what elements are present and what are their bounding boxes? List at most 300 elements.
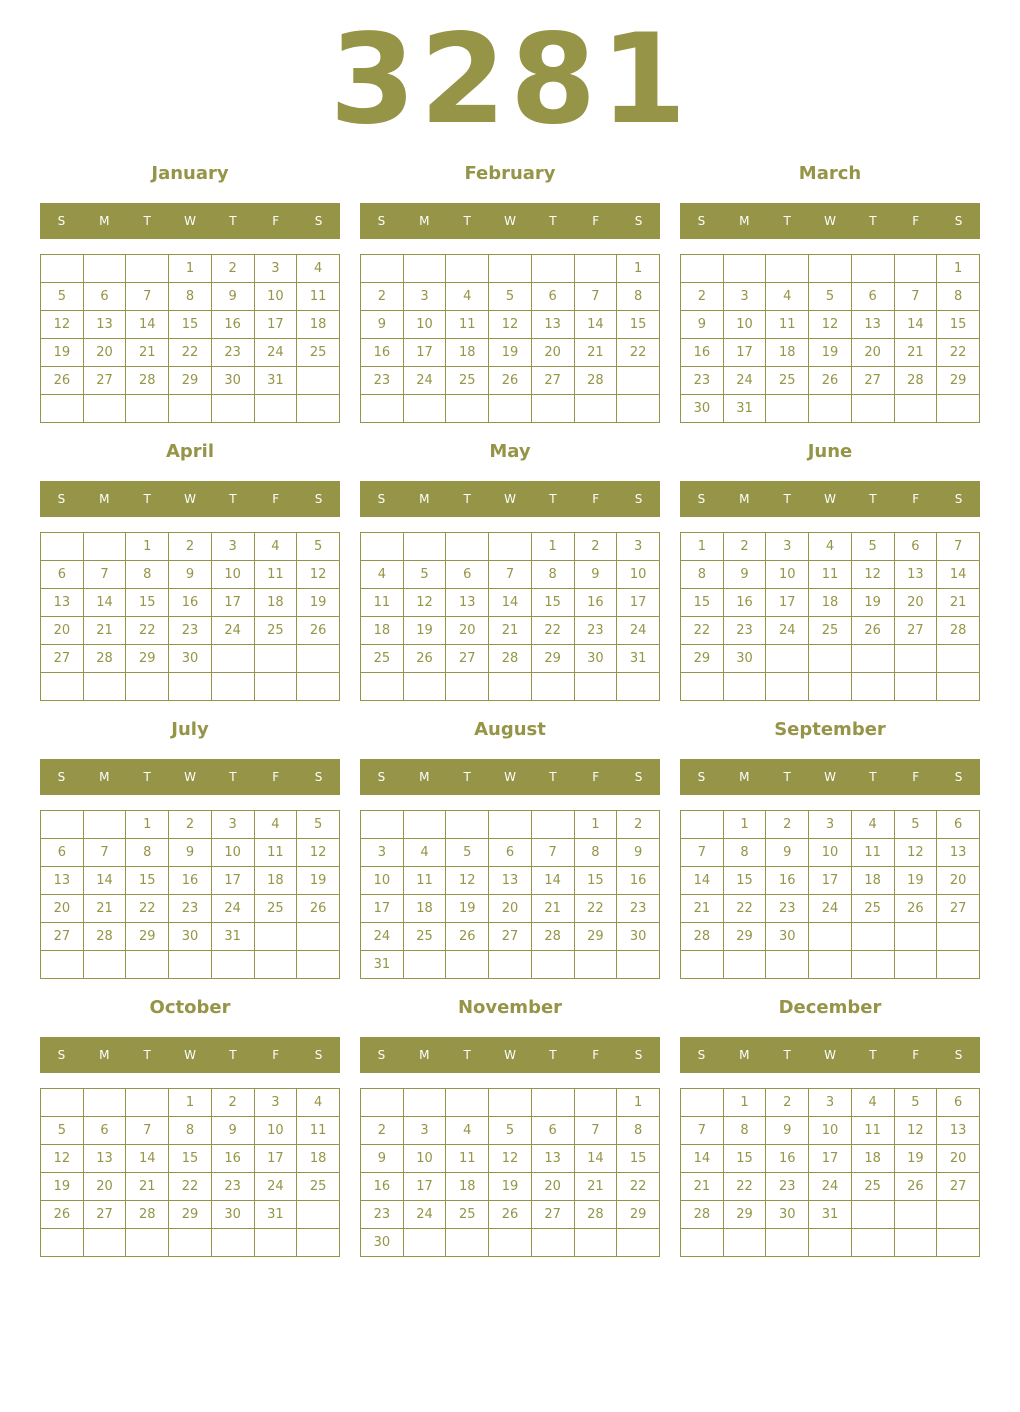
weekday-label: S <box>377 214 386 228</box>
day-cell <box>297 951 340 979</box>
week-row <box>681 255 980 283</box>
day-cell: 1 <box>617 1089 660 1117</box>
day-cell: 22 <box>126 617 169 645</box>
day-cell: 17 <box>403 1173 446 1201</box>
day-cell: 24 <box>361 923 404 951</box>
day-cell: 31 <box>361 951 404 979</box>
week-row <box>681 811 980 839</box>
weekday-label: S <box>697 1048 706 1062</box>
day-cell: 19 <box>297 589 340 617</box>
month-january <box>40 156 340 426</box>
day-cell <box>403 395 446 423</box>
day-cell: 23 <box>766 895 809 923</box>
week-row <box>361 895 660 923</box>
day-cell: 30 <box>361 1229 404 1257</box>
day-cell: 13 <box>41 589 84 617</box>
day-cell: 13 <box>937 1117 980 1145</box>
weekday-header-bar <box>40 203 340 239</box>
day-cell: 10 <box>361 867 404 895</box>
day-cell: 17 <box>254 311 297 339</box>
weekday-label: S <box>377 770 386 784</box>
day-cell <box>766 395 809 423</box>
day-cell: 12 <box>489 311 532 339</box>
day-cell <box>254 1229 297 1257</box>
day-cell <box>851 923 894 951</box>
day-cell <box>531 1089 574 1117</box>
weekday-label: T <box>463 1048 471 1062</box>
day-cell: 20 <box>489 895 532 923</box>
day-cell <box>766 645 809 673</box>
day-cell: 14 <box>937 561 980 589</box>
day-cell: 1 <box>723 811 766 839</box>
day-cell: 9 <box>169 561 212 589</box>
weekday-label: F <box>592 1048 600 1062</box>
day-cell <box>894 395 937 423</box>
month-title: May <box>489 441 531 462</box>
day-cell: 2 <box>766 1089 809 1117</box>
day-cell <box>531 673 574 701</box>
week-row <box>681 395 980 423</box>
day-cell: 31 <box>254 1201 297 1229</box>
day-cell <box>446 255 489 283</box>
week-row <box>681 895 980 923</box>
day-cell <box>851 395 894 423</box>
day-cell: 25 <box>361 645 404 673</box>
day-cell: 3 <box>211 811 254 839</box>
day-cell: 11 <box>446 1145 489 1173</box>
day-cell <box>531 811 574 839</box>
day-cell: 30 <box>766 1201 809 1229</box>
day-cell <box>41 1229 84 1257</box>
day-cell: 21 <box>126 339 169 367</box>
week-row <box>681 867 980 895</box>
day-cell <box>617 367 660 395</box>
day-cell <box>446 395 489 423</box>
day-cell: 28 <box>574 367 617 395</box>
day-cell <box>681 255 724 283</box>
day-cell <box>681 1089 724 1117</box>
day-cell: 22 <box>617 339 660 367</box>
day-cell <box>41 673 84 701</box>
week-row <box>361 367 660 395</box>
day-cell: 22 <box>723 1173 766 1201</box>
day-cell: 15 <box>681 589 724 617</box>
day-cell: 9 <box>723 561 766 589</box>
day-cell <box>681 1229 724 1257</box>
day-cell: 3 <box>403 283 446 311</box>
day-cell: 8 <box>574 839 617 867</box>
week-row <box>361 311 660 339</box>
day-cell: 15 <box>617 1145 660 1173</box>
day-grid <box>40 254 340 423</box>
day-cell: 23 <box>211 1173 254 1201</box>
day-cell <box>297 367 340 395</box>
day-cell: 2 <box>574 533 617 561</box>
day-cell: 16 <box>169 589 212 617</box>
day-cell <box>531 951 574 979</box>
weekday-label: T <box>229 770 237 784</box>
weekday-label: S <box>697 214 706 228</box>
day-cell <box>723 255 766 283</box>
day-grid <box>680 810 980 979</box>
day-cell: 26 <box>41 367 84 395</box>
day-cell: 16 <box>766 867 809 895</box>
day-cell <box>211 395 254 423</box>
week-row <box>361 533 660 561</box>
day-cell: 2 <box>361 1117 404 1145</box>
day-cell <box>403 1229 446 1257</box>
day-cell: 20 <box>894 589 937 617</box>
day-cell: 1 <box>723 1089 766 1117</box>
day-cell: 18 <box>403 895 446 923</box>
day-cell: 24 <box>617 617 660 645</box>
day-cell: 14 <box>894 311 937 339</box>
day-cell: 9 <box>169 839 212 867</box>
day-grid <box>360 532 660 701</box>
weekday-label: T <box>869 492 877 506</box>
day-cell: 29 <box>531 645 574 673</box>
weekday-label: W <box>504 770 516 784</box>
day-cell <box>126 1229 169 1257</box>
weekday-label: S <box>314 492 323 506</box>
day-cell: 28 <box>681 1201 724 1229</box>
month-title: June <box>807 441 853 462</box>
week-row <box>361 255 660 283</box>
day-cell <box>403 533 446 561</box>
day-cell: 20 <box>83 339 126 367</box>
day-cell <box>574 1089 617 1117</box>
day-cell: 2 <box>681 283 724 311</box>
day-cell: 5 <box>894 811 937 839</box>
month-march <box>680 156 980 426</box>
weekday-label: W <box>824 214 836 228</box>
day-cell: 17 <box>403 339 446 367</box>
weekday-header-bar <box>680 759 980 795</box>
day-cell: 4 <box>851 1089 894 1117</box>
weekday-label: F <box>912 214 920 228</box>
day-cell: 5 <box>446 839 489 867</box>
day-cell: 29 <box>169 367 212 395</box>
day-cell <box>574 395 617 423</box>
weekday-header-bar <box>360 481 660 517</box>
day-cell: 3 <box>617 533 660 561</box>
day-cell <box>403 811 446 839</box>
day-cell: 4 <box>851 811 894 839</box>
day-cell: 4 <box>446 283 489 311</box>
day-cell: 25 <box>446 367 489 395</box>
day-cell: 4 <box>297 1089 340 1117</box>
day-cell: 16 <box>617 867 660 895</box>
weekday-label: T <box>463 770 471 784</box>
day-cell: 29 <box>723 1201 766 1229</box>
day-cell: 18 <box>446 339 489 367</box>
day-cell: 19 <box>809 339 852 367</box>
day-cell: 16 <box>211 1145 254 1173</box>
day-cell: 8 <box>169 1117 212 1145</box>
day-cell: 28 <box>83 923 126 951</box>
weekday-label: F <box>272 1048 280 1062</box>
day-cell <box>489 533 532 561</box>
day-cell: 10 <box>766 561 809 589</box>
day-cell: 5 <box>489 283 532 311</box>
weekday-label: W <box>824 1048 836 1062</box>
day-cell <box>297 1229 340 1257</box>
day-cell <box>723 1229 766 1257</box>
day-cell <box>617 673 660 701</box>
week-row <box>41 589 340 617</box>
day-cell: 28 <box>894 367 937 395</box>
day-cell <box>254 645 297 673</box>
day-cell <box>254 923 297 951</box>
week-row <box>41 923 340 951</box>
day-cell <box>574 255 617 283</box>
day-cell: 26 <box>894 1173 937 1201</box>
day-cell: 23 <box>169 617 212 645</box>
weekday-header-bar <box>360 759 660 795</box>
weekday-label: S <box>634 1048 643 1062</box>
weekday-label: S <box>377 1048 386 1062</box>
day-cell: 8 <box>126 839 169 867</box>
day-cell: 4 <box>297 255 340 283</box>
day-cell: 11 <box>403 867 446 895</box>
day-cell: 17 <box>617 589 660 617</box>
day-cell <box>83 1229 126 1257</box>
day-cell <box>489 811 532 839</box>
week-row <box>681 923 980 951</box>
day-cell: 17 <box>211 589 254 617</box>
day-cell <box>531 395 574 423</box>
weekday-label: F <box>272 214 280 228</box>
weekday-label: S <box>634 492 643 506</box>
day-cell: 19 <box>894 1145 937 1173</box>
day-cell: 1 <box>169 255 212 283</box>
day-cell: 10 <box>211 561 254 589</box>
day-cell: 7 <box>681 1117 724 1145</box>
day-cell: 27 <box>937 895 980 923</box>
day-cell: 27 <box>531 1201 574 1229</box>
weekday-label: S <box>314 1048 323 1062</box>
day-cell: 3 <box>766 533 809 561</box>
day-cell <box>297 395 340 423</box>
weekday-label: T <box>229 1048 237 1062</box>
day-cell <box>41 811 84 839</box>
day-cell <box>809 673 852 701</box>
day-cell: 14 <box>681 867 724 895</box>
day-cell <box>297 1201 340 1229</box>
weekday-header-bar <box>360 1037 660 1073</box>
day-cell: 22 <box>681 617 724 645</box>
weekday-label: W <box>824 492 836 506</box>
day-cell: 19 <box>41 339 84 367</box>
week-row <box>361 923 660 951</box>
day-cell: 10 <box>403 311 446 339</box>
week-row <box>361 1117 660 1145</box>
day-cell <box>126 673 169 701</box>
day-cell: 13 <box>851 311 894 339</box>
weekday-label: S <box>57 1048 66 1062</box>
day-cell: 27 <box>894 617 937 645</box>
day-cell <box>169 951 212 979</box>
day-cell: 2 <box>169 811 212 839</box>
day-grid <box>680 532 980 701</box>
day-cell: 2 <box>361 283 404 311</box>
day-cell: 9 <box>766 839 809 867</box>
day-cell <box>766 951 809 979</box>
day-cell: 12 <box>446 867 489 895</box>
day-cell: 26 <box>297 617 340 645</box>
day-cell: 16 <box>766 1145 809 1173</box>
day-cell <box>894 255 937 283</box>
day-cell: 5 <box>489 1117 532 1145</box>
day-cell <box>126 395 169 423</box>
week-row <box>41 1117 340 1145</box>
day-cell: 26 <box>894 895 937 923</box>
day-grid <box>680 254 980 423</box>
day-cell: 21 <box>937 589 980 617</box>
weekday-label: S <box>57 214 66 228</box>
weekday-label: T <box>549 492 557 506</box>
day-cell: 17 <box>211 867 254 895</box>
day-cell: 29 <box>937 367 980 395</box>
day-cell: 31 <box>809 1201 852 1229</box>
month-title: March <box>798 163 862 184</box>
week-row <box>361 839 660 867</box>
week-row <box>41 645 340 673</box>
day-cell: 24 <box>254 339 297 367</box>
day-cell: 21 <box>531 895 574 923</box>
weekday-label: S <box>377 492 386 506</box>
day-cell: 28 <box>574 1201 617 1229</box>
day-cell: 25 <box>851 1173 894 1201</box>
day-cell <box>937 673 980 701</box>
day-cell <box>937 395 980 423</box>
weekday-label: S <box>314 770 323 784</box>
month-title: August <box>474 719 546 740</box>
week-row <box>41 1229 340 1257</box>
day-cell: 15 <box>169 1145 212 1173</box>
day-cell: 27 <box>41 923 84 951</box>
day-cell: 14 <box>531 867 574 895</box>
week-row <box>41 255 340 283</box>
day-cell: 19 <box>41 1173 84 1201</box>
day-cell <box>617 951 660 979</box>
day-cell: 21 <box>126 1173 169 1201</box>
week-row <box>41 895 340 923</box>
day-cell: 1 <box>937 255 980 283</box>
day-cell: 23 <box>681 367 724 395</box>
day-cell: 9 <box>211 283 254 311</box>
day-cell: 1 <box>681 533 724 561</box>
day-cell: 19 <box>489 339 532 367</box>
week-row <box>681 839 980 867</box>
day-cell: 10 <box>723 311 766 339</box>
day-cell: 31 <box>254 367 297 395</box>
weekday-label: T <box>783 492 791 506</box>
day-cell: 20 <box>531 339 574 367</box>
day-cell: 19 <box>403 617 446 645</box>
weekday-label: W <box>184 770 196 784</box>
day-cell: 20 <box>83 1173 126 1201</box>
day-cell: 8 <box>531 561 574 589</box>
weekday-label: T <box>143 214 151 228</box>
day-grid <box>360 1088 660 1257</box>
day-cell: 29 <box>617 1201 660 1229</box>
day-cell <box>83 533 126 561</box>
week-row <box>41 395 340 423</box>
day-cell: 27 <box>446 645 489 673</box>
day-cell: 18 <box>851 1145 894 1173</box>
day-cell <box>937 1201 980 1229</box>
day-cell: 5 <box>809 283 852 311</box>
day-cell: 14 <box>126 1145 169 1173</box>
day-cell: 23 <box>574 617 617 645</box>
day-cell <box>403 673 446 701</box>
day-cell <box>894 645 937 673</box>
day-cell <box>894 951 937 979</box>
day-cell: 23 <box>723 617 766 645</box>
day-cell <box>851 673 894 701</box>
day-cell: 6 <box>41 839 84 867</box>
day-cell: 21 <box>574 339 617 367</box>
day-cell: 13 <box>937 839 980 867</box>
day-cell: 3 <box>254 1089 297 1117</box>
week-row <box>681 951 980 979</box>
weekday-label: M <box>739 1048 750 1062</box>
day-cell: 6 <box>937 1089 980 1117</box>
weekday-header-bar <box>680 481 980 517</box>
day-cell: 1 <box>126 533 169 561</box>
day-cell <box>361 673 404 701</box>
weekday-header-bar <box>40 1037 340 1073</box>
day-cell: 18 <box>851 867 894 895</box>
day-cell: 2 <box>169 533 212 561</box>
week-row <box>681 645 980 673</box>
day-cell <box>894 1229 937 1257</box>
day-cell <box>681 951 724 979</box>
week-row <box>41 1145 340 1173</box>
day-cell: 7 <box>531 839 574 867</box>
day-cell: 14 <box>83 589 126 617</box>
weekday-label: T <box>143 770 151 784</box>
week-row <box>41 673 340 701</box>
day-cell <box>489 1089 532 1117</box>
day-cell: 11 <box>809 561 852 589</box>
day-cell <box>211 951 254 979</box>
day-cell: 14 <box>574 1145 617 1173</box>
day-grid <box>40 532 340 701</box>
day-cell: 20 <box>41 895 84 923</box>
month-may <box>360 434 660 704</box>
day-cell: 15 <box>723 1145 766 1173</box>
day-cell: 18 <box>297 311 340 339</box>
month-april <box>40 434 340 704</box>
day-cell: 29 <box>574 923 617 951</box>
day-cell <box>851 1229 894 1257</box>
day-cell: 10 <box>809 1117 852 1145</box>
day-cell: 5 <box>41 283 84 311</box>
day-cell: 5 <box>297 811 340 839</box>
week-row <box>41 533 340 561</box>
week-row <box>681 533 980 561</box>
day-cell: 25 <box>254 617 297 645</box>
week-row <box>361 339 660 367</box>
day-cell: 12 <box>809 311 852 339</box>
day-cell <box>446 1089 489 1117</box>
month-august <box>360 712 660 982</box>
day-grid <box>680 1088 980 1257</box>
weekday-label: M <box>419 770 430 784</box>
day-cell: 11 <box>254 839 297 867</box>
